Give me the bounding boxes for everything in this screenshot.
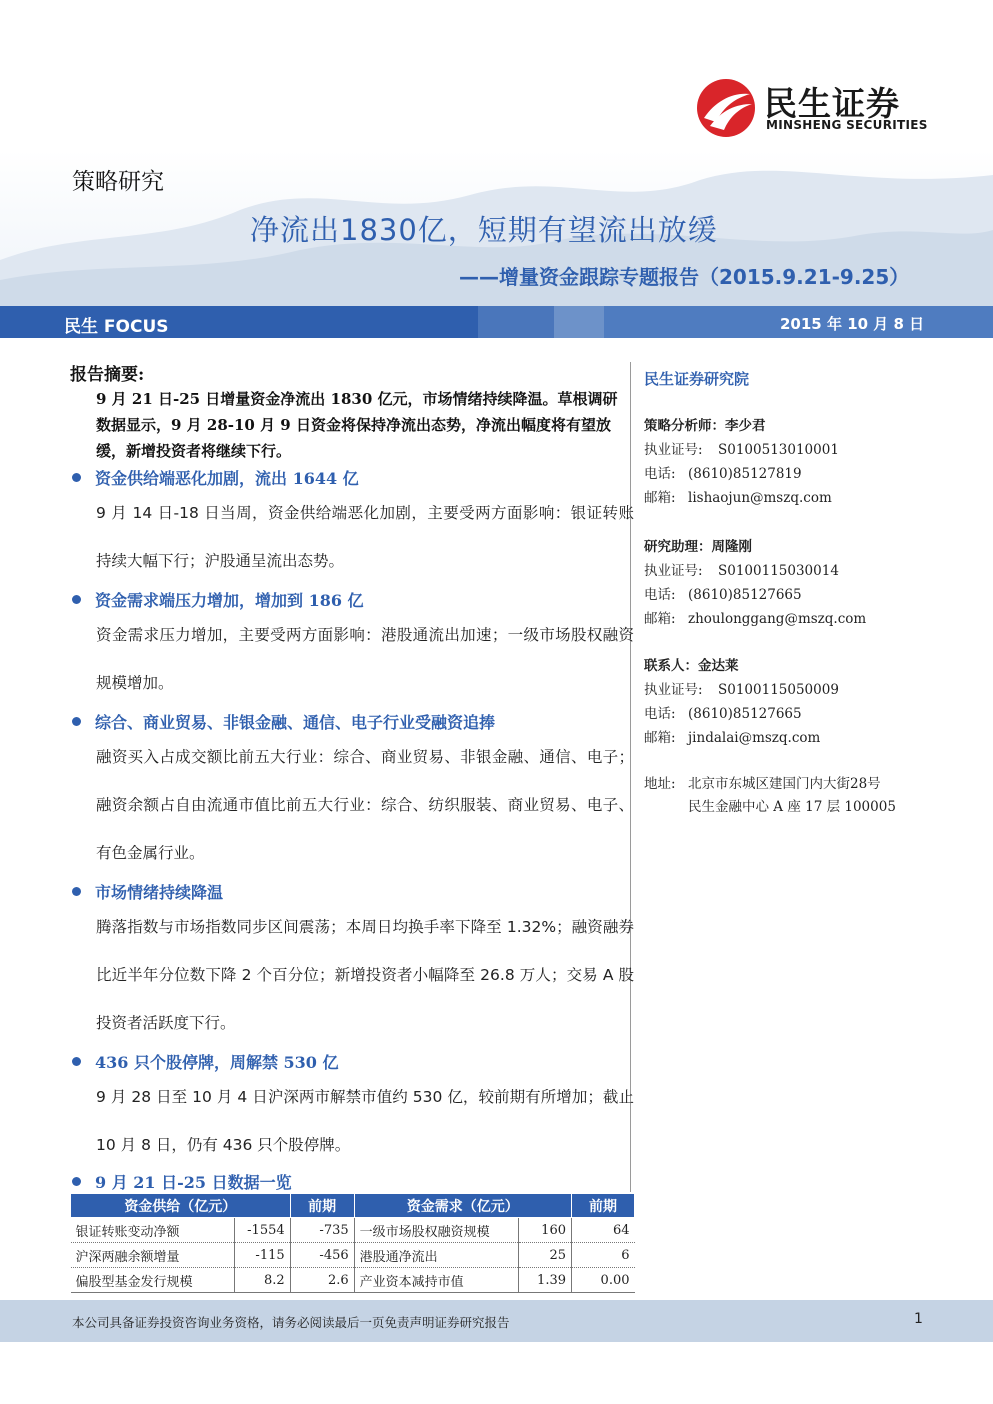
contact-role: 研究助理：周隆刚	[644, 539, 752, 555]
bullet-icon	[72, 1057, 81, 1066]
logo-english-name: MINSHENG SECURITIES	[766, 118, 928, 132]
address-line: 民生金融中心 A 座 17 层 100005	[688, 799, 896, 815]
contact-card	[644, 654, 839, 750]
table-cell: 偏股型基金发行规模	[71, 1268, 235, 1293]
table-cell: 港股通净流出	[354, 1243, 518, 1268]
table-cell: 产业资本减持市值	[354, 1268, 518, 1293]
report-subtitle: ——增量资金跟踪专题报告（2015.9.21-9.25）	[459, 265, 910, 289]
institute-name: 民生证券研究院	[644, 370, 750, 388]
section-heading: 综合、商业贸易、非银金融、通信、电子行业受融资追捧	[72, 710, 495, 733]
contact-role: 策略分析师：李少君	[644, 418, 766, 434]
contact-phone: 电话: (8610)85127819	[644, 466, 802, 482]
report-category: 策略研究	[72, 169, 164, 195]
bullet-icon	[72, 1177, 81, 1186]
contact-card	[644, 535, 866, 631]
table-header: 资金供给（亿元）	[71, 1194, 291, 1218]
report-date: 2015 年 10 月 8 日	[780, 315, 925, 333]
address-line: 地址: 北京市东城区建国门内大街28号	[644, 776, 881, 792]
data-table	[70, 1193, 635, 1293]
table-header-row	[71, 1194, 635, 1218]
table-header: 前期	[572, 1194, 635, 1218]
contact-cert: 执业证号: S0100115050009	[644, 682, 839, 698]
section-body: 腾落指数与市场指数同步区间震荡；本周日均换手率下降至 1.32%；融资融券比近半年分位数下降 2 个百分位；新增投资者小幅降至 26.8 万人；交易 A 股投资者活跃度下行。	[96, 918, 634, 1032]
table-cell: 2.6	[290, 1268, 354, 1293]
table-cell: -735	[290, 1218, 354, 1243]
section-heading: 市场情绪持续降温	[72, 880, 223, 903]
section-heading: 资金供给端恶化加剧，流出 1644 亿	[72, 466, 359, 489]
focus-label: 民生 FOCUS	[64, 317, 169, 337]
table-row	[71, 1268, 635, 1293]
contact-phone: 电话: (8610)85127665	[644, 587, 802, 603]
contact-card	[644, 414, 839, 510]
logo-chinese-name: 民生证券	[764, 84, 900, 123]
contact-role: 联系人：金达莱	[644, 658, 739, 674]
contact-phone: 电话: (8610)85127665	[644, 706, 802, 722]
report-title: 净流出1830亿，短期有望流出放缓	[250, 213, 718, 247]
contact-cert: 执业证号: S0100513010001	[644, 442, 839, 458]
page-number: 1	[914, 1311, 923, 1327]
table-row	[71, 1218, 635, 1243]
minsheng-logo	[696, 78, 926, 138]
bullet-icon	[72, 717, 81, 726]
table-header: 前期	[290, 1194, 354, 1218]
table-cell: -115	[235, 1243, 291, 1268]
section-heading: 9 月 21 日-25 日数据一览	[72, 1170, 292, 1193]
table-cell: 64	[572, 1218, 635, 1243]
address-block	[644, 773, 896, 819]
contact-email[interactable]: 邮箱: lishaojun@mszq.com	[644, 490, 832, 506]
table-cell: 沪深两融余额增量	[71, 1243, 235, 1268]
section-body: 资金需求压力增加，主要受两方面影响：港股通流出加速；一级市场股权融资规模增加。	[96, 626, 634, 692]
table-cell: 8.2	[235, 1268, 291, 1293]
table-cell: 160	[518, 1218, 571, 1243]
table-cell: 0.00	[572, 1268, 635, 1293]
table-row	[71, 1243, 635, 1268]
bullet-icon	[72, 887, 81, 896]
section-body: 9 月 28 日至 10 月 4 日沪深两市解禁市值约 530 亿，较前期有所增加；截止 10 月 8 日，仍有 436 只个股停牌。	[96, 1088, 634, 1154]
table-cell: 25	[518, 1243, 571, 1268]
contact-email[interactable]: 邮箱: zhoulonggang@mszq.com	[644, 611, 867, 627]
contact-cert: 执业证号: S0100115030014	[644, 563, 839, 579]
section-body: 融资买入占成交额比前五大行业：综合、商业贸易、非银金融、通信、电子；融资余额占自由流通市值比前五大行业：综合、纺织服装、商业贸易、电子、有色金属行业。	[96, 748, 634, 862]
bullet-icon	[72, 595, 81, 604]
summary-intro: 9 月 21 日-25 日增量资金净流出 1830 亿元，市场情绪持续降温。草根调研数据显示，9 月 28-10 月 9 日资金将保持净流出态势，净流出幅度将有望放缓，新增投资者将继续下行。	[96, 390, 618, 460]
table-cell: -456	[290, 1243, 354, 1268]
table-cell: -1554	[235, 1218, 291, 1243]
section-heading: 436 只个股停牌，周解禁 530 亿	[72, 1050, 339, 1073]
logo-mark-icon	[696, 78, 756, 138]
section-body: 9 月 14 日-18 日当周，资金供给端恶化加剧，主要受两方面影响：银证转账持续大幅下行；沪股通呈流出态势。	[96, 504, 634, 570]
bullet-icon	[72, 473, 81, 482]
footer-disclaimer: 本公司具备证券投资咨询业务资格，请务必阅读最后一页免责声明证券研究报告	[72, 1315, 510, 1330]
table-cell: 6	[572, 1243, 635, 1268]
table-cell: 银证转账变动净额	[71, 1218, 235, 1243]
contact-email[interactable]: 邮箱: jindalai@mszq.com	[644, 730, 821, 746]
table-header: 资金需求（亿元）	[354, 1194, 571, 1218]
table-cell: 一级市场股权融资规模	[354, 1218, 518, 1243]
section-heading: 资金需求端压力增加，增加到 186 亿	[72, 588, 364, 611]
summary-heading: 报告摘要:	[70, 365, 145, 385]
table-cell: 1.39	[518, 1268, 571, 1293]
